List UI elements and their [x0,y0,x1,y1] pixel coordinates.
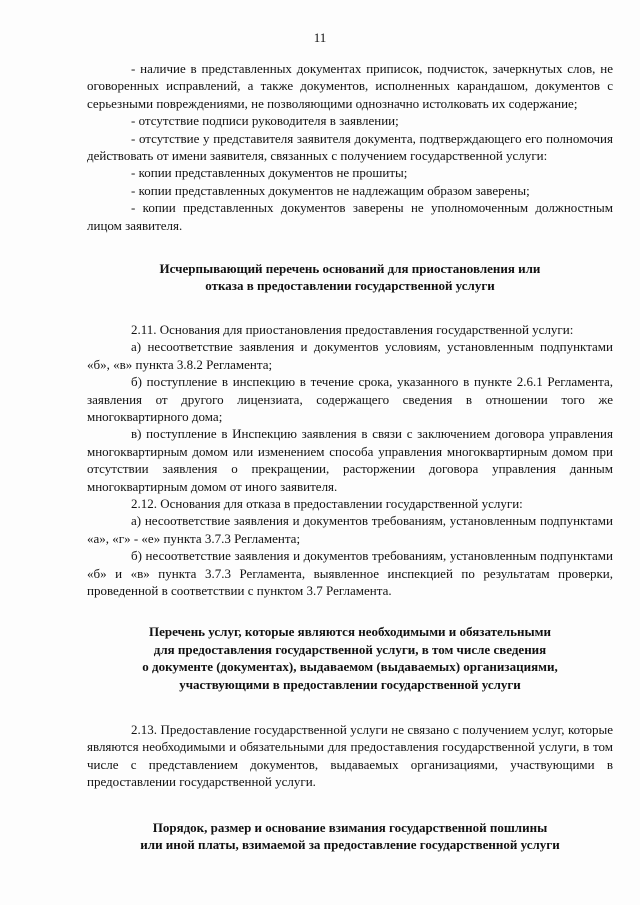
page-number: 11 [313,30,327,45]
suspension-grounds [87,321,613,600]
heading-line: Исчерпывающий перечень оснований для приостановления или [159,261,541,277]
list-item: - копии представленных документов не надлежащим образом заверены; [131,182,530,198]
list-item: - отсутствие у представителя заявителя документа, подтверждающего его полномочия действовать от имени заявителя, связанных с получением государственной услуги: [87,130,613,164]
list-item: - копии представленных документов не прошиты; [131,165,408,181]
heading-line: для предоставления государственной услуги, в том числе сведения [153,641,547,657]
heading-line: Порядок, размер и основание взимания государственной пошлины [152,819,548,835]
paragraph-2-12: 2.12. Основания для отказа в предоставлении государственной услуги: [131,495,523,511]
paragraph-item: в) поступление в Инспекцию заявления в связи с заключением договора управления многоквартирным домом или изменением способа управления многоквартирным домом при отсутствии заявления о прекращении, расторжении договора управления данным многоквартирным домом от иного заявителя. [87,426,613,494]
section-heading-required-services [87,623,613,693]
section-heading-fees [87,819,613,854]
paragraph-item: а) несоответствие заявления и документов условиям, установленным подпунктами «б», «в» пункта 3.8.2 Регламента; [87,339,613,372]
list-item: - наличие в представленных документах приписок, подчисток, зачеркнутых слов, не оговоренных исправлений, а также документов, исполненных карандашом, документов с серьезными повреждениями, не позволяющими однозначно истолковать их содержание; [87,61,613,111]
heading-line: Перечень услуг, которые являются необходимыми и обязательными [149,624,551,640]
paragraph-item: б) поступление в инспекцию в течение срока, указанного в пункте 2.6.1 Регламента, заявления от другого лицензиата, содержащего сведения в отношении того же многоквартирного дома; [87,374,613,424]
section-heading-suspension [87,260,613,295]
required-services-text [87,721,613,791]
heading-line: отказа в предоставлении государственной услуги [205,278,495,294]
requirements-list [87,60,613,234]
paragraph-item: б) несоответствие заявления и документов требованиям, установленным подпунктами «б» и «в» пункта 3.7.3 Регламента, выявленное инспекцией по результатам проверки, проведенной в соответствии с пунктом 3.7 Регламента. [87,548,613,598]
paragraph-2-13: 2.13. Предоставление государственной услуги не связано с получением услуг, которые являются необходимыми и обязательными для предоставления государственной услуги, в том числе с представлением документов, выдаваемых организациями, участвующими в предоставлении государственной услуги. [87,722,613,790]
heading-line: или иной платы, взимаемой за предоставление государственной услуги [140,837,560,853]
list-item: - отсутствие подписи руководителя в заявлении; [131,113,399,129]
list-item: - копии представленных документов заверены не уполномоченным должностным лицом заявителя. [87,200,613,233]
heading-line: о документе (документах), выдаваемом (выдаваемых) организациями, [142,659,558,675]
paragraph-2-11: 2.11. Основания для приостановления предоставления государственной услуги: [131,321,574,337]
heading-line: участвующими в предоставлении государственной услуги [179,676,521,692]
paragraph-item: а) несоответствие заявления и документов требованиям, установленным подпунктами «а», «г» - «е» пункта 3.7.3 Регламента; [87,513,613,546]
document-body [87,60,613,853]
